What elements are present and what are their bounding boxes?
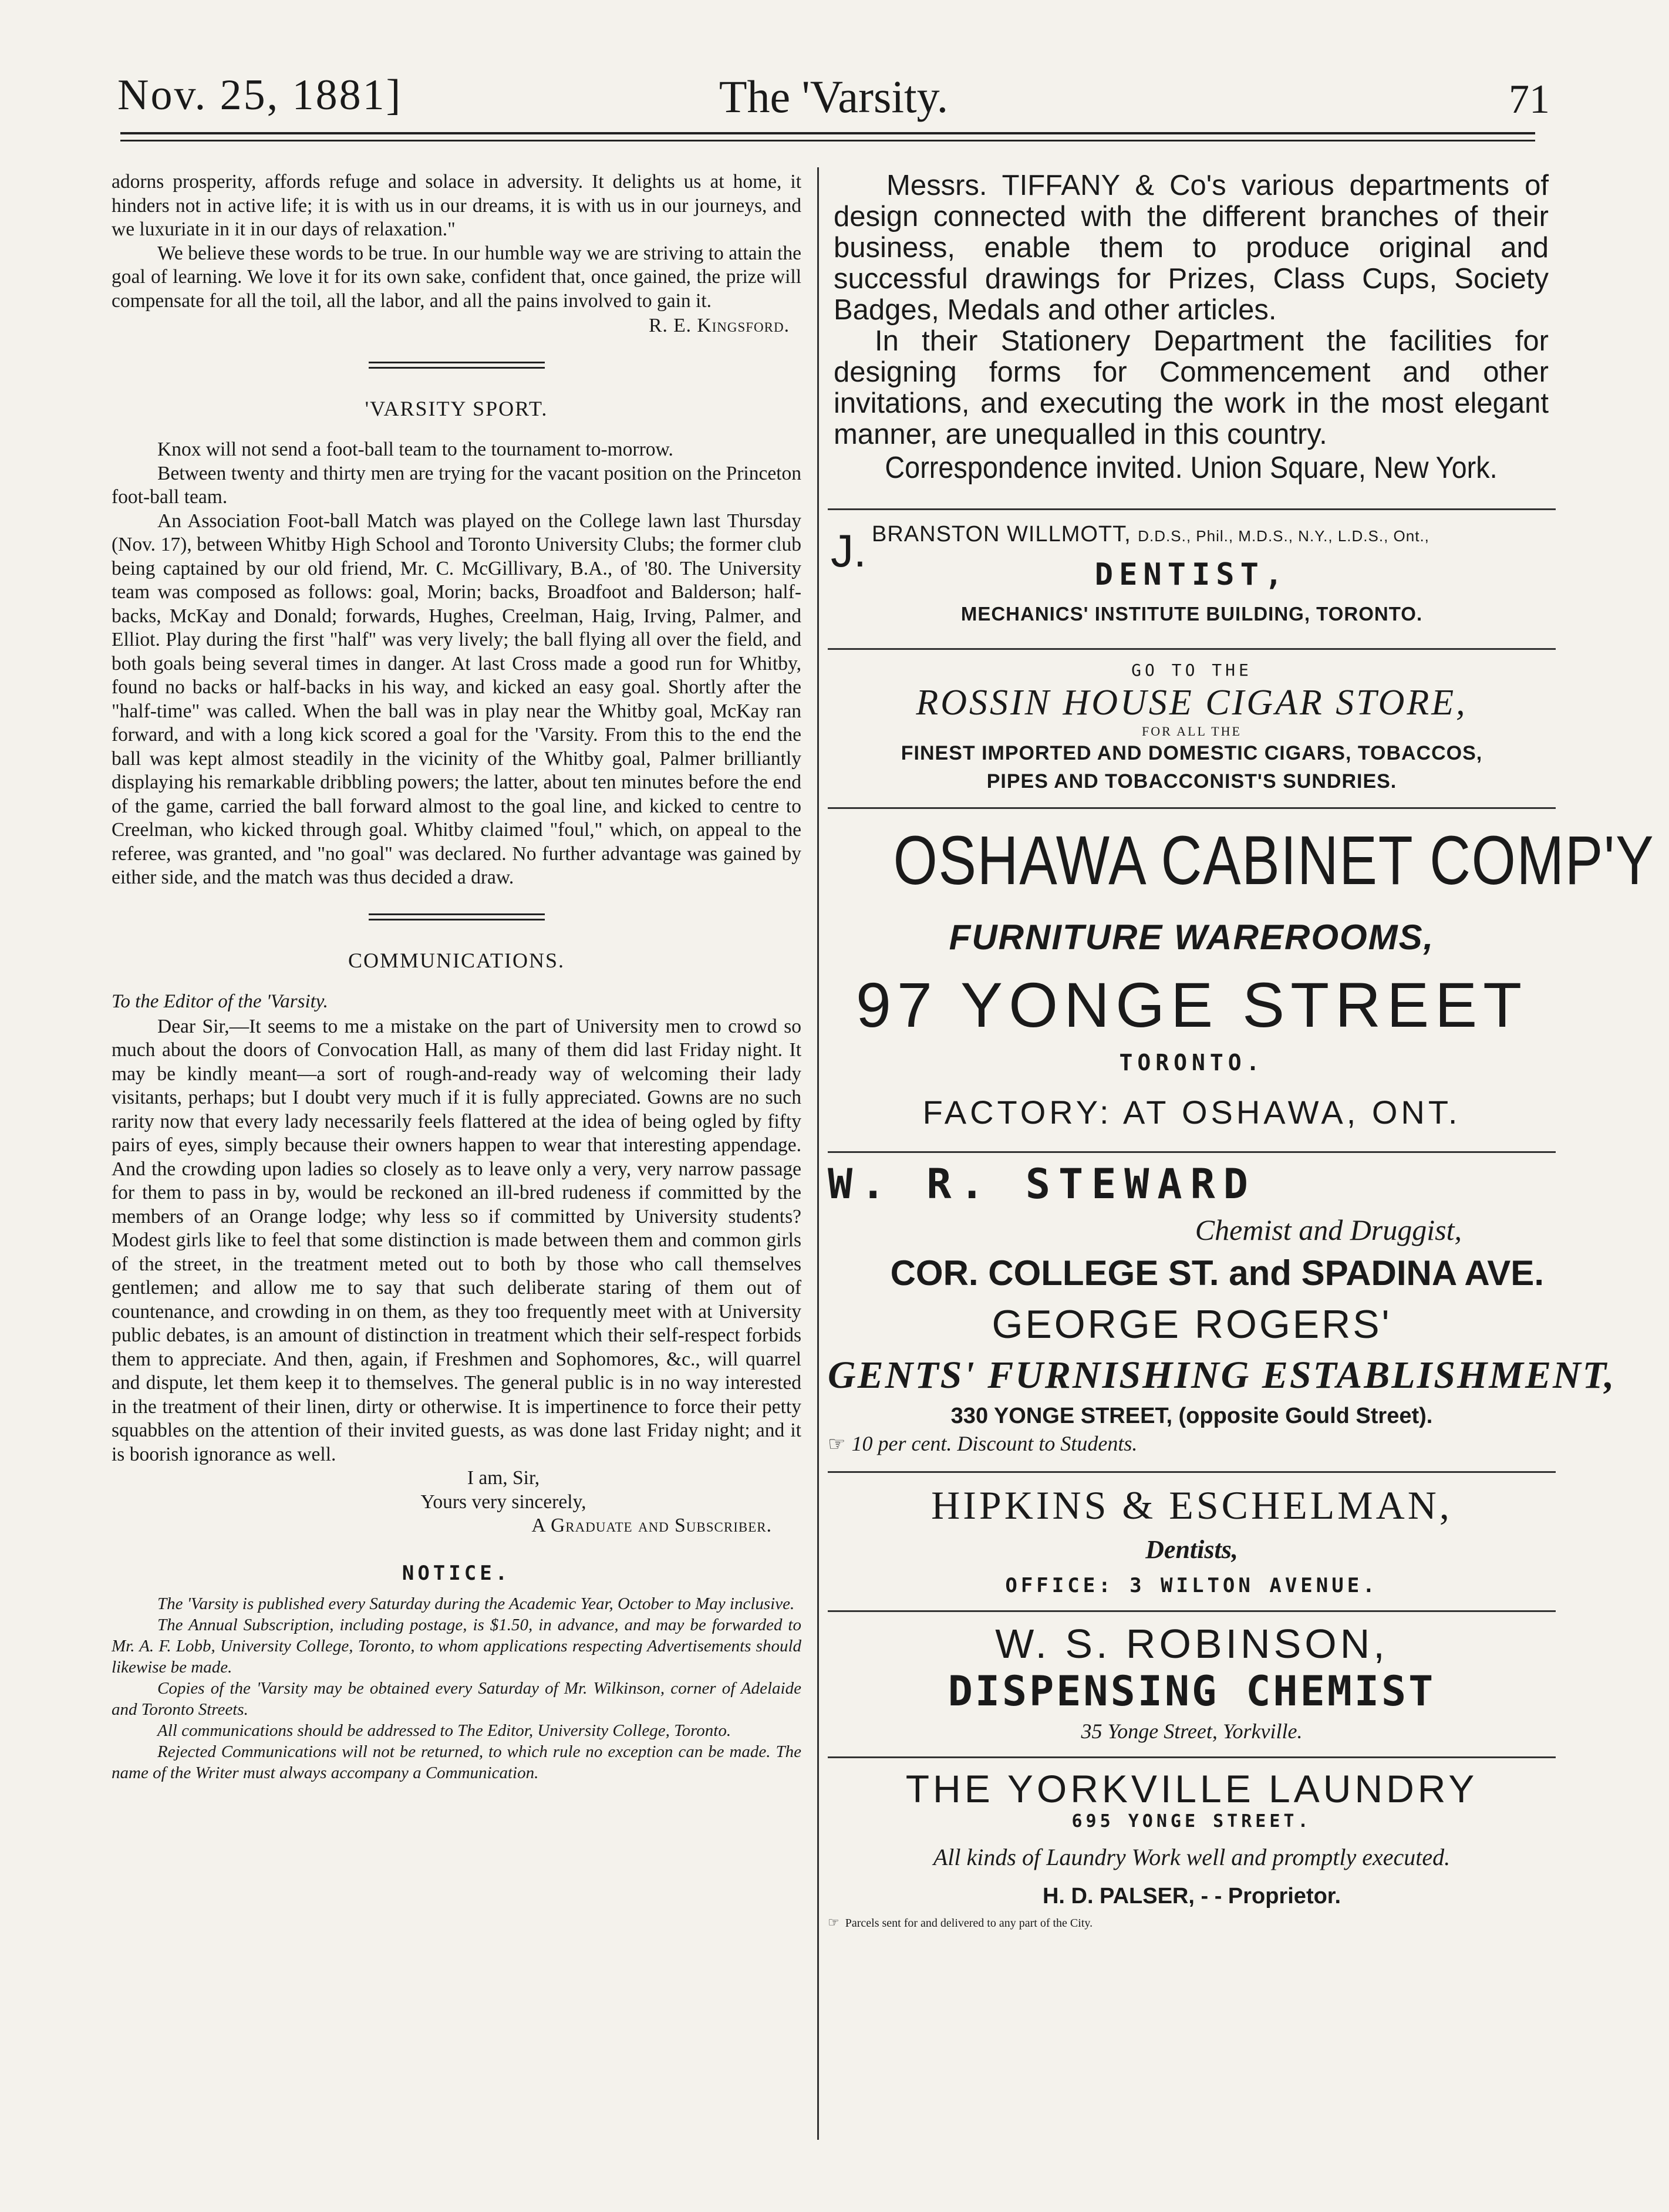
ad-divider <box>828 1610 1556 1612</box>
section-divider <box>369 362 545 369</box>
laundry-advertisement <box>828 1766 1556 1930</box>
masthead-rule-bottom <box>120 140 1535 141</box>
article-continuation: adorns prosperity, affords refuge and solace in adversity. It delights us at home, it hinders not in active life; it is with us in our dreams, it is with us in our journeys, and we luxuriate in it in our days of relaxation." <box>112 171 801 240</box>
robinson-trade: DISPENSING CHEMIST <box>948 1667 1436 1715</box>
robinson-address: 35 Yonge Street, Yorkville. <box>1081 1719 1303 1743</box>
rogers-discount-text: 10 per cent. Discount to Students. <box>851 1432 1138 1455</box>
pointing-hand-icon: ☞ <box>828 1434 846 1455</box>
masthead <box>117 65 1550 147</box>
section-divider <box>369 913 545 920</box>
publication-title: The 'Varsity. <box>719 71 949 122</box>
robinson-advertisement <box>828 1620 1556 1744</box>
tiffany-advertisement <box>828 170 1556 484</box>
sport-heading: 'VARSITY SPORT. <box>365 396 548 420</box>
rossin-go: GO TO THE <box>1131 660 1252 680</box>
sport-paragraph: Knox will not send a foot-ball team to the tournament to-morrow. <box>157 439 673 460</box>
rossin-products: PIPES AND TOBACCONIST'S SUNDRIES. <box>986 770 1397 793</box>
sport-paragraph: Between twenty and thirty men are trying for the vacant position on the Princeton foot-ball team. <box>112 462 801 508</box>
ad-divider <box>828 1151 1556 1153</box>
ad-divider <box>828 648 1556 650</box>
page-number: 71 <box>1509 77 1550 122</box>
rossin-products: FINEST IMPORTED AND DOMESTIC CIGARS, TOBACCOS, <box>901 742 1483 764</box>
oshawa-furniture: FURNITURE WAREROOMS, <box>949 918 1435 957</box>
rossin-for: FOR ALL THE <box>1142 724 1242 739</box>
willmott-address: MECHANICS' INSTITUTE BUILDING, TORONTO. <box>960 603 1423 625</box>
tiffany-paragraph: In their Stationery Department the facilities for designing forms for Commencement and other invitations, and executing the work in the most elegant manner, are unequalled in this country. <box>834 325 1549 450</box>
rossin-advertisement <box>828 660 1556 795</box>
laundry-name: THE YORKVILLE LAUNDRY <box>905 1767 1478 1810</box>
rogers-discount <box>828 1431 1556 1456</box>
rogers-establishment: GENTS' FURNISHING ESTABLISHMENT, <box>828 1354 1616 1397</box>
laundry-parcels-text: Parcels sent for and delivered to any part of the City. <box>845 1917 1093 1930</box>
letter-salutation: To the Editor of the 'Varsity. <box>112 991 328 1012</box>
ad-divider <box>828 1756 1556 1758</box>
oshawa-street: 97 YONGE STREET <box>855 969 1528 1040</box>
pointing-hand-icon: ☞ <box>828 1915 839 1930</box>
tiffany-contact: Correspondence invited. Union Square, New York. <box>885 451 1498 485</box>
notice-item: The Annual Subscription, including postage, is $1.50, in advance, and may be forwarded to Mr. A. F. Lobb, University College, Toronto, to whom applications respecting Advertisements should likewise be made. <box>112 1616 801 1677</box>
issue-date: Nov. 25, 1881] <box>117 71 403 119</box>
hipkins-name: HIPKINS & ESCHELMAN, <box>931 1483 1452 1528</box>
steward-name: W. R. STEWARD <box>828 1160 1256 1208</box>
article-paragraph: We believe these words to be true. In our humble way we are striving to attain the goal of learning. We love it for its own sake, confident that, once gained, the prize will compensate for all the toil, all the labor, and all the pains involved to gain it. <box>112 242 801 312</box>
masthead-rule-top <box>120 132 1535 134</box>
column-divider <box>817 167 819 2140</box>
left-column <box>112 170 801 1783</box>
hipkins-office: OFFICE: 3 WILTON AVENUE. <box>1005 1574 1378 1597</box>
hipkins-trade: Dentists, <box>1145 1535 1238 1564</box>
laundry-services: All kinds of Laundry Work well and promptly executed. <box>933 1844 1451 1870</box>
tiffany-paragraph: Messrs. TIFFANY & Co's various departments of design connected with the different branches of their business, enable them to produce original and successful drawings for Prizes, Class Cups, Society Badges, Medals and other articles. <box>834 170 1549 326</box>
rogers-name: GEORGE ROGERS' <box>992 1302 1392 1347</box>
steward-trade: Chemist and Druggist, <box>1195 1213 1462 1246</box>
notice-item: Rejected Communications will not be returned, to which rule no exception can be made. The name of the Writer must always accompany a Communication. <box>112 1742 801 1782</box>
notice-heading: NOTICE. <box>402 1561 511 1585</box>
letter-signature: A Graduate and Subscriber. <box>531 1515 772 1536</box>
ad-divider <box>828 1471 1556 1473</box>
willmott-advertisement <box>828 510 1556 648</box>
advertisements-column <box>828 170 1655 1930</box>
article-signature: R. E. Kingsford. <box>649 315 790 336</box>
oshawa-advertisement <box>828 821 1655 1131</box>
ad-divider <box>828 807 1556 809</box>
notice-item: Copies of the 'Varsity may be obtained every Saturday of Mr. Wilkinson, corner of Adelaide and Toronto Streets. <box>112 1679 801 1719</box>
notice-item: All communications should be addressed to The Editor, University College, Toronto. <box>157 1721 731 1740</box>
rogers-address: 330 YONGE STREET, (opposite Gould Street). <box>950 1404 1433 1428</box>
letter-closing: I am, Sir, <box>467 1467 540 1489</box>
laundry-address: 695 YONGE STREET. <box>1071 1811 1312 1832</box>
communications-heading: COMMUNICATIONS. <box>348 948 565 972</box>
willmott-name-text: BRANSTON WILLMOTT, <box>872 522 1131 547</box>
oshawa-city: TORONTO. <box>1119 1050 1265 1075</box>
steward-address: COR. COLLEGE ST. and SPADINA AVE. <box>890 1253 1544 1293</box>
willmott-title: DENTIST, <box>1094 557 1289 592</box>
rossin-name: ROSSIN HOUSE CIGAR STORE, <box>916 683 1468 723</box>
robinson-name: W. S. ROBINSON, <box>995 1621 1388 1667</box>
willmott-name <box>872 522 1429 547</box>
hipkins-advertisement <box>828 1482 1556 1597</box>
notice-item: The 'Varsity is published every Saturday during the Academic Year, October to May inclusive. <box>157 1594 795 1613</box>
sport-paragraph: An Association Foot-ball Match was played on the College lawn last Thursday (Nov. 17), between Whitby High School and Toronto University Clubs; the former club being captained by our old friend, Mr. C. McGillivary, B.A., of '80. The University team was composed as follows: goal, Morin; backs, Broadfoot and Balderson; half-backs, McKay and Donald; forwards, Hughes, Creelman, Haig, Irving, Palmer, and Elliot. Play during the first "half" was very lively; the ball flying all over the field, and both goals being several times in danger. At last Cross made a good run for Whitby, found no backs or half-backs in his way, and kicked an easy goal. Shortly after the "half-time" was called. When the ball was in play near the Whitby goal, McKay ran forward, and with a long kick scored a goal for the 'Varsity. From this to the end the ball was kept almost steadily in the vicinity of the Whitby goal, Palmer brilliantly displaying his remarkable dribbling powers; the latter, about ten minutes before the end of the game, carried the ball forward almost to the goal line, and kicked to centre to Creelman, who kicked through goal. Whitby claimed "foul," which, on appeal to the referee, was granted, and "no goal" was declared. No further advantage was gained by either side, and the match was thus decided a draw. <box>112 510 801 888</box>
letter-body: Dear Sir,—It seems to me a mistake on the part of University men to crowd so much about the doors of Convocation Hall, as many of them did last Friday night. It may be kindly meant—a sort of rough-and-ready way of welcoming their lady visitants, perhaps; but I doubt very much if it is fully appreciated. Gowns are no such rarity now that every lady necessarily feels flattered at the idea of being ogled by fifty pairs of eyes, simply because their owners happen to wear that interesting appendage. And the crowding upon ladies so closely as to leave only a very, very narrow passage for them to pass in by, would be reckoned an ill-bred rudeness if committed by the members of an Orange lodge; why less so if committed by University students? Modest girls like to feel that some distinction is made between them and common girls of the street, in the treatment meted out to both by those who call themselves gentlemen; and allow me to say that such deliberate staring of them out of countenance, and crowding in on them, as they too frequently meet with at University public debates, is an amount of distinction in treatment which their self-respect forbids them to appreciate. And then, again, if Freshmen and Sophomores, &c., will quarrel and dispute, let them keep it to themselves. The general public is in no way interested in the treatment of their linen, dirty or otherwise. It is impertinence to force their petty squabbles on the attention of their invited guests, as was done last Friday night; and it is boorish ignorance as well. <box>112 1015 801 1465</box>
oshawa-factory: FACTORY: AT OSHAWA, ONT. <box>922 1094 1461 1131</box>
steward-advertisement <box>828 1160 1556 1293</box>
willmott-degrees: D.D.S., Phil., M.D.S., N.Y., L.D.S., Ont., <box>1138 527 1429 545</box>
letter-closing: Yours very sincerely, <box>420 1491 586 1513</box>
laundry-parcels <box>828 1915 1556 1930</box>
rogers-advertisement <box>828 1301 1616 1456</box>
laundry-proprietor: H. D. PALSER, - - Proprietor. <box>1042 1884 1341 1908</box>
willmott-initial: J. <box>831 525 866 576</box>
oshawa-name: OSHAWA CABINET COMP'Y <box>893 822 1655 899</box>
